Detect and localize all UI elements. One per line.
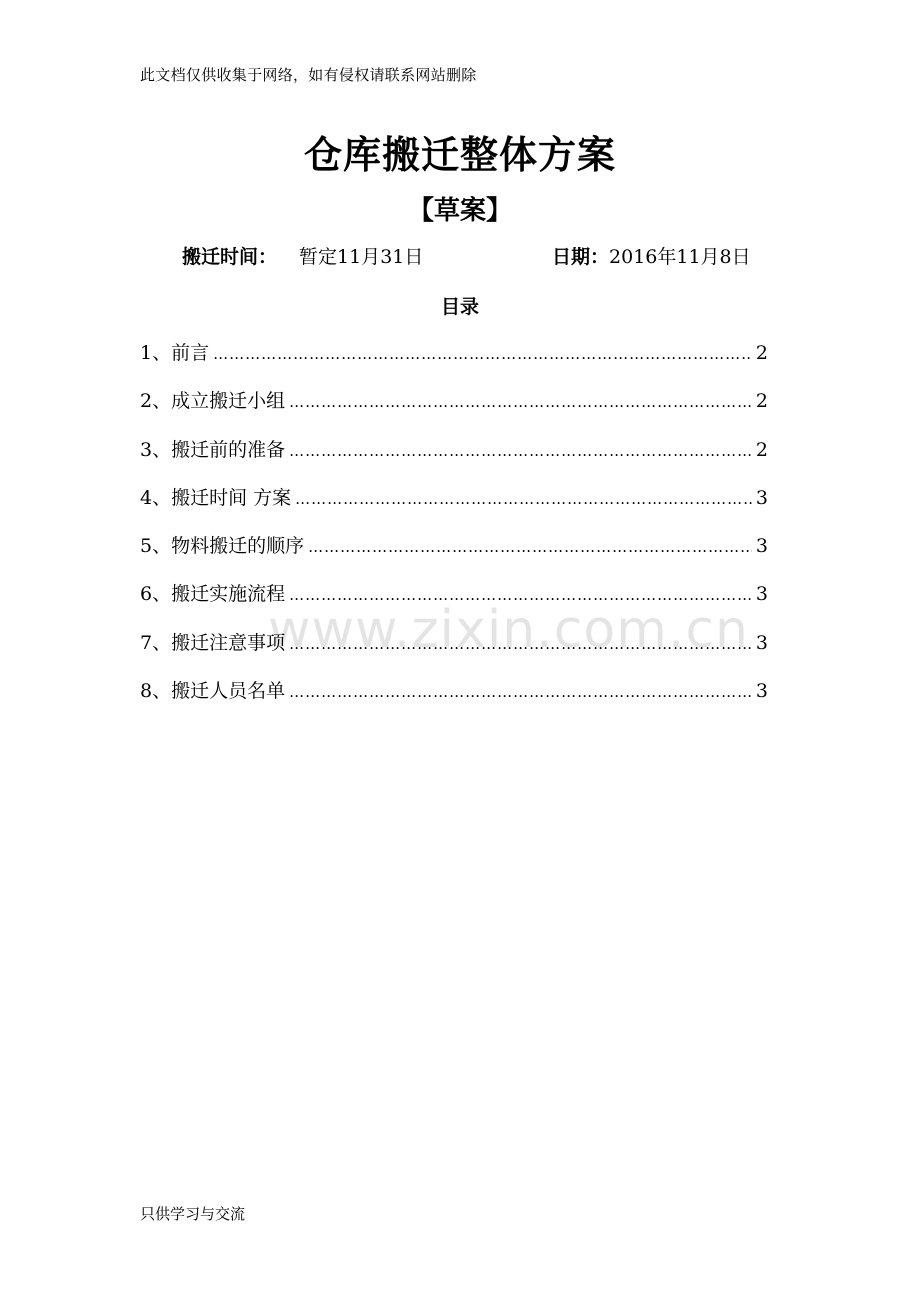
toc-item-page: 3 xyxy=(755,583,768,606)
toc-item[interactable] xyxy=(140,483,768,531)
toc-item-label: 3、搬迁前的准备 xyxy=(140,438,286,461)
toc-item-page: 2 xyxy=(755,438,768,461)
move-time-label: 搬迁时间： xyxy=(182,246,278,268)
toc-item[interactable] xyxy=(140,386,768,434)
toc-item[interactable] xyxy=(140,579,768,627)
toc-leader-dots xyxy=(308,538,752,556)
toc-item-label: 8、搬迁人员名单 xyxy=(140,680,286,703)
toc-item[interactable] xyxy=(140,338,768,386)
toc-item-label: 6、搬迁实施流程 xyxy=(140,583,286,606)
toc-item[interactable] xyxy=(140,531,768,579)
toc-item-page: 3 xyxy=(755,486,768,509)
toc-item[interactable] xyxy=(140,676,768,724)
header-disclaimer: 此文档仅供收集于网络，如有侵权请联系网站删除 xyxy=(140,66,477,84)
toc-item-page: 3 xyxy=(755,535,768,558)
toc-item[interactable] xyxy=(140,435,768,483)
table-of-contents xyxy=(140,338,768,724)
toc-item-page: 3 xyxy=(755,680,768,703)
toc-item-label: 1、前言 xyxy=(140,342,210,364)
move-time-row xyxy=(182,242,423,269)
date-label: 日期： xyxy=(552,246,610,268)
toc-item-label: 4、搬迁时间 方案 xyxy=(140,486,292,509)
toc-item-label: 7、搬迁注意事项 xyxy=(140,631,286,654)
toc-leader-dots xyxy=(289,635,752,653)
toc-leader-dots xyxy=(289,442,752,460)
toc-leader-dots xyxy=(289,683,752,701)
watermark: www.zixin.com.cn xyxy=(268,600,749,660)
toc-heading: 目录 xyxy=(440,296,479,318)
toc-item-page: 2 xyxy=(755,390,768,413)
toc-leader-dots xyxy=(289,393,752,411)
date-row xyxy=(552,242,751,269)
toc-item-label: 5、物料搬迁的顺序 xyxy=(140,535,305,558)
toc-item-page: 2 xyxy=(755,342,768,364)
toc-item-page: 3 xyxy=(755,631,768,654)
toc-item[interactable] xyxy=(140,628,768,676)
document-title: 仓库搬迁整体方案 xyxy=(303,133,616,177)
toc-item-label: 2、成立搬迁小组 xyxy=(140,390,286,413)
document-subtitle: 【草案】 xyxy=(407,196,512,226)
footer-note: 只供学习与交流 xyxy=(140,1205,246,1223)
date-value: 2016年11月8日 xyxy=(609,246,751,268)
toc-leader-dots xyxy=(295,490,752,508)
move-time-value: 暂定11月31日 xyxy=(299,246,424,268)
toc-leader-dots xyxy=(289,586,752,604)
toc-leader-dots xyxy=(213,345,752,363)
